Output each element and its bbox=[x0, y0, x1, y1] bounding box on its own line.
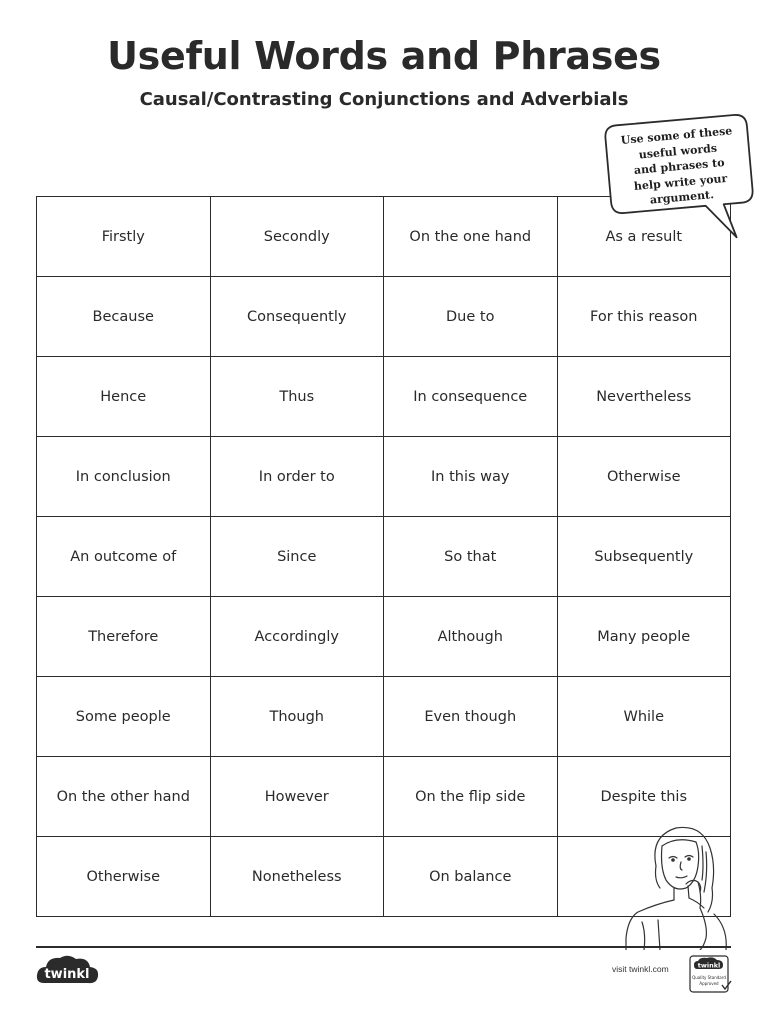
word-cell: Some people bbox=[37, 677, 211, 757]
badge-line-1: Quality Standard bbox=[692, 975, 726, 980]
speech-bubble bbox=[602, 112, 755, 216]
word-cell: So that bbox=[384, 517, 558, 597]
word-cell: On the other hand bbox=[37, 757, 211, 837]
bubble-line: help write your bbox=[633, 171, 728, 193]
grid-row bbox=[37, 597, 731, 677]
word-cell: In consequence bbox=[384, 357, 558, 437]
logo-text: twinkl bbox=[44, 967, 90, 982]
word-cell: Many people bbox=[557, 597, 731, 677]
speech-bubble-text bbox=[611, 122, 747, 211]
word-cell: Nonetheless bbox=[210, 837, 384, 917]
grid-row bbox=[37, 677, 731, 757]
word-cell: Hence bbox=[37, 357, 211, 437]
word-cell: Thus bbox=[210, 357, 384, 437]
word-cell: Otherwise bbox=[557, 437, 731, 517]
grid-row bbox=[37, 437, 731, 517]
word-cell: Even though bbox=[384, 677, 558, 757]
word-cell: On the one hand bbox=[384, 197, 558, 277]
word-cell: Despite this bbox=[557, 757, 731, 837]
word-cell: Subsequently bbox=[557, 517, 731, 597]
bubble-line: useful words bbox=[638, 141, 718, 161]
page-title: Useful Words and Phrases bbox=[107, 34, 661, 78]
twinkl-logo bbox=[36, 953, 100, 989]
word-cell: On the flip side bbox=[384, 757, 558, 837]
word-cell: Accordingly bbox=[210, 597, 384, 677]
word-cell: Because bbox=[37, 277, 211, 357]
word-cell: Otherwise bbox=[37, 837, 211, 917]
word-cell: Since bbox=[210, 517, 384, 597]
word-cell: Though bbox=[210, 677, 384, 757]
word-cell: Firstly bbox=[37, 197, 211, 277]
bubble-line: and phrases to bbox=[633, 156, 726, 177]
word-cell: Although bbox=[384, 597, 558, 677]
word-cell: In order to bbox=[210, 437, 384, 517]
badge-line-2: Approved bbox=[699, 981, 719, 986]
bubble-line: argument. bbox=[649, 188, 715, 207]
badge-brand: twinkl bbox=[697, 961, 721, 970]
word-cell: Nevertheless bbox=[557, 357, 731, 437]
word-cell: In conclusion bbox=[37, 437, 211, 517]
grid-row bbox=[37, 517, 731, 597]
word-cell: While bbox=[557, 677, 731, 757]
word-cell: Therefore bbox=[37, 597, 211, 677]
word-cell: For this reason bbox=[557, 277, 731, 357]
visit-link-text: visit twinkl.com bbox=[612, 964, 669, 974]
word-cell: On balance bbox=[384, 837, 558, 917]
page-subtitle: Causal/Contrasting Conjunctions and Adverbials bbox=[139, 89, 629, 110]
word-grid bbox=[36, 196, 731, 917]
bubble-line: Use some of these bbox=[620, 124, 733, 147]
word-cell: Consequently bbox=[210, 277, 384, 357]
thinking-girl-illustration bbox=[616, 822, 732, 950]
word-cell: An outcome of bbox=[37, 517, 211, 597]
grid-row bbox=[37, 277, 731, 357]
word-cell: However bbox=[210, 757, 384, 837]
grid-row bbox=[37, 357, 731, 437]
quality-badge bbox=[689, 955, 733, 995]
word-cell: In this way bbox=[384, 437, 558, 517]
word-cell: Secondly bbox=[210, 197, 384, 277]
word-cell: As a result bbox=[557, 197, 731, 277]
footer-divider bbox=[36, 946, 731, 948]
word-cell: Due to bbox=[384, 277, 558, 357]
